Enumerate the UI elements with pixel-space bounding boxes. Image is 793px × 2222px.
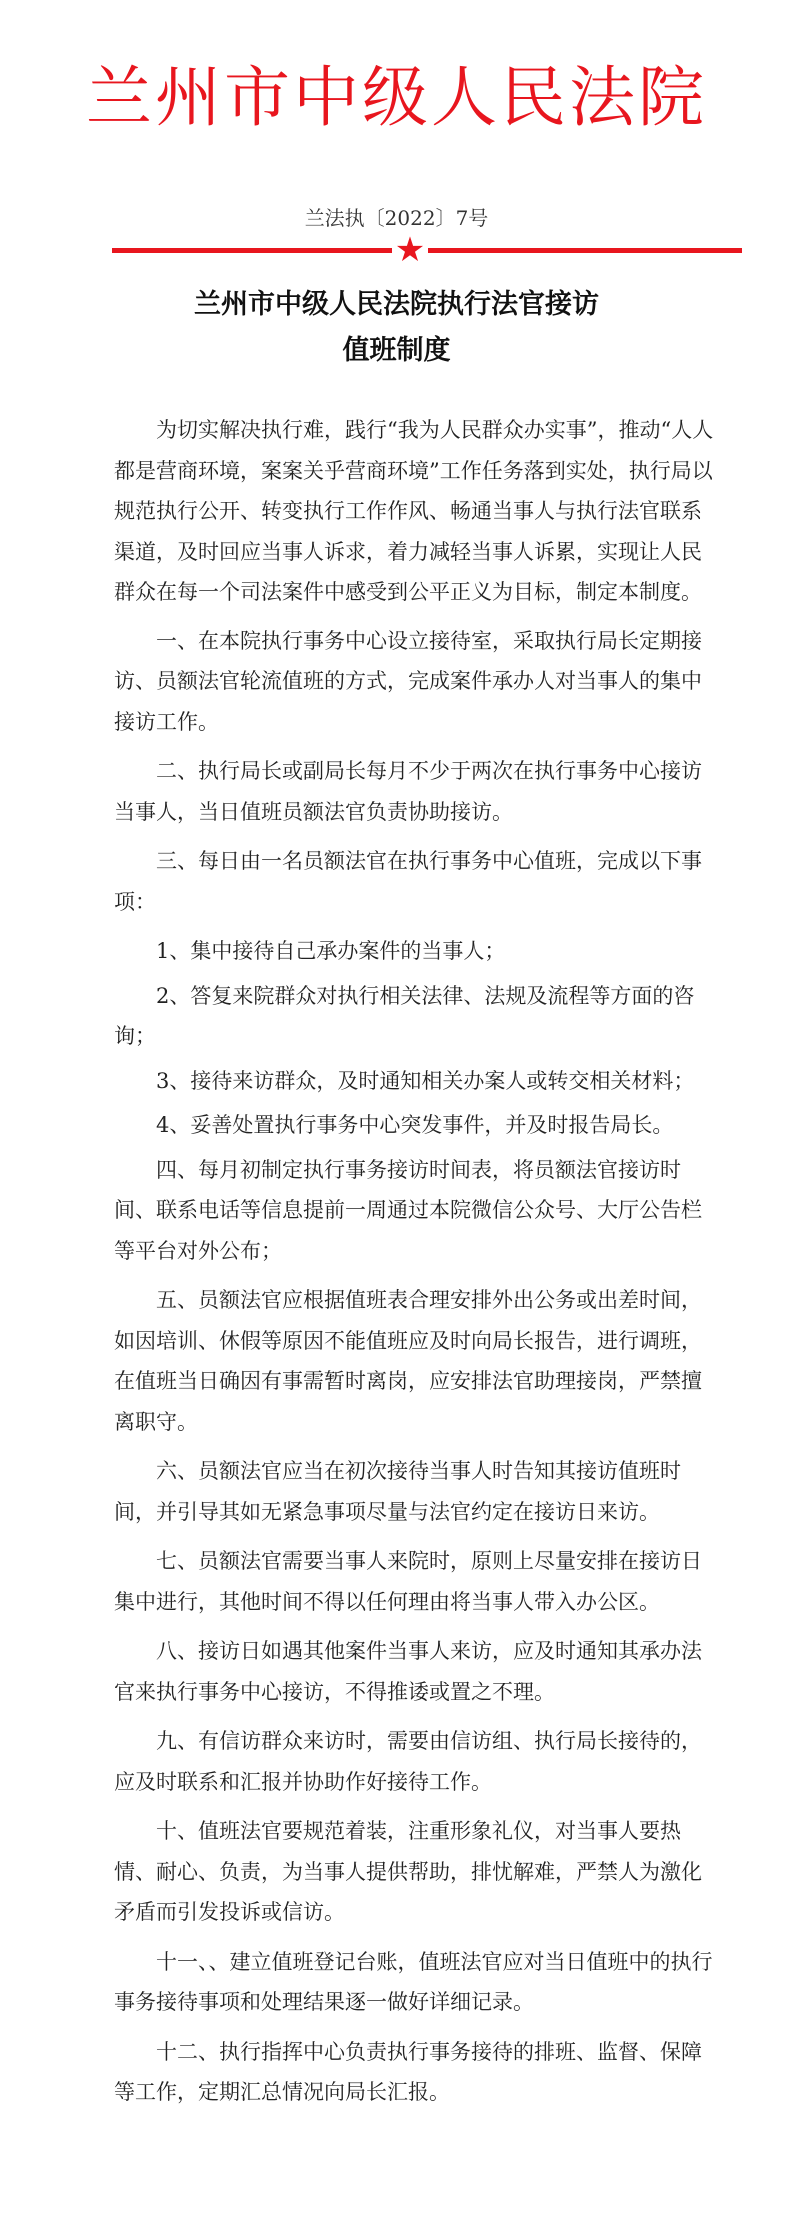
article-9: 九、有信访群众来访时，需要由信访组、执行局长接待的，应及时联系和汇报并协助作好接待工作。 bbox=[114, 1729, 702, 1794]
article-1: 一、在本院执行事务中心设立接待室，采取执行局长定期接访、员额法官轮流值班的方式，完成案件承办人对当事人的集中接访工作。 bbox=[114, 628, 702, 734]
star-icon: ★ bbox=[394, 230, 426, 270]
article-11: 十一、、建立值班登记台账，值班法官应对当日值班中的执行事务接待事项和处理结果逐一做好详细记录。 bbox=[114, 1949, 713, 2014]
article-8: 八、接访日如遇其他案件当事人来访，应及时通知其承办法官来执行事务中心接访，不得推诿或置之不理。 bbox=[114, 1639, 702, 1704]
red-divider-right bbox=[428, 248, 742, 253]
red-divider-left bbox=[112, 248, 392, 253]
intro-paragraph: 为切实解决执行难，践行“我为人民群众办实事”，推动“人人都是营商环境，案案关乎营商环境”工作任务落到实处，执行局以规范执行公开、转变执行工作作风、畅通当事人与执行法官联系渠道，及时回应当事人诉求，着力减轻当事人诉累，实现让人民群众在每一个司法案件中感受到公平正义为目标，制定本制度。 bbox=[114, 418, 714, 604]
document-body bbox=[114, 410, 716, 2122]
article-7: 七、员额法官需要当事人来院时，原则上尽量安排在接访日集中进行，其他时间不得以任何理由将当事人带入办公区。 bbox=[114, 1549, 702, 1614]
duty-item-1: 1、集中接待自己承办案件的当事人； bbox=[156, 939, 506, 963]
article-10: 十、值班法官要规范着装，注重形象礼仪，对当事人要热情、耐心、负责，为当事人提供帮助，排忧解难，严禁人为激化矛盾而引发投诉或信访。 bbox=[114, 1819, 702, 1924]
duty-item-3: 3、接待来访群众，及时通知相关办案人或转交相关材料； bbox=[156, 1068, 695, 1093]
document-title-line-2: 值班制度 bbox=[342, 335, 451, 366]
court-name-header: 兰州市中级人民法院 bbox=[86, 59, 707, 136]
article-12: 十二、执行指挥中心负责执行事务接待的排班、监督、保障等工作，定期汇总情况向局长汇报。 bbox=[114, 2039, 702, 2104]
duty-item-4: 4、妥善处置执行事务中心突发事件，并及时报告局长。 bbox=[156, 1113, 674, 1137]
article-3: 三、每日由一名员额法官在执行事务中心值班，完成以下事项： bbox=[114, 849, 702, 914]
article-4: 四、每月初制定执行事务接访时间表，将员额法官接访时间、联系电话等信息提前一周通过本院微信公众号、大厅公告栏等平台对外公布； bbox=[114, 1157, 702, 1263]
document-number: 兰法执〔2022〕7号 bbox=[304, 206, 489, 230]
document-title bbox=[0, 282, 793, 374]
article-2: 二、执行局长或副局长每月不少于两次在执行事务中心接访当事人，当日值班员额法官负责协助接访。 bbox=[114, 759, 702, 824]
article-6: 六、员额法官应当在初次接待当事人时告知其接访值班时间，并引导其如无紧急事项尽量与法官约定在接访日来访。 bbox=[114, 1459, 681, 1524]
article-5: 五、员额法官应根据值班表合理安排外出公务或出差时间，如因培训、休假等原因不能值班应及时向局长报告，进行调班，在值班当日确因有事需暂时离岗，应安排法官助理接岗，严禁擅离职守。 bbox=[114, 1288, 702, 1434]
duty-item-2: 2、答复来院群众对执行相关法律、法规及流程等方面的咨询； bbox=[114, 983, 695, 1048]
document-title-line-1: 兰州市中级人民法院执行法官接访 bbox=[194, 289, 599, 320]
